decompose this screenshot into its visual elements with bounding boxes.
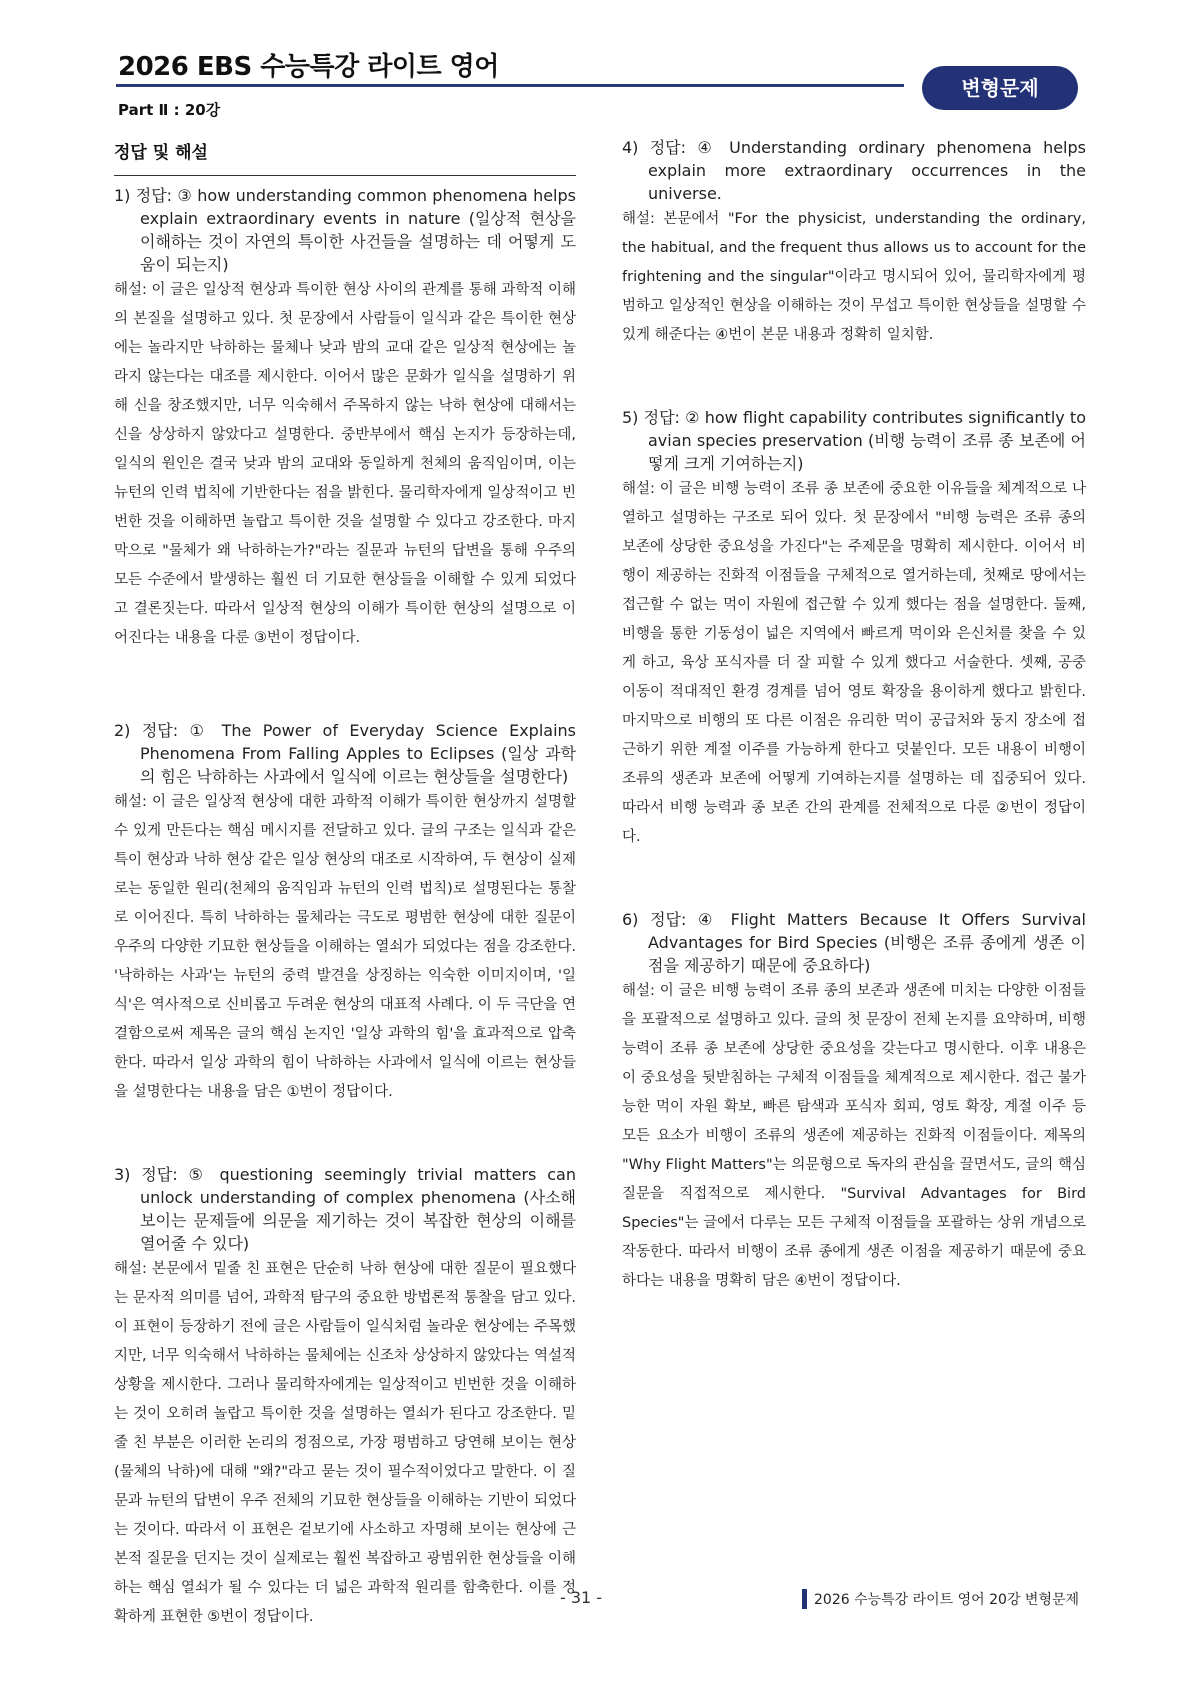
explanation: 해설: 이 글은 일상적 현상에 대한 과학적 이해가 특이한 현상까지 설명할 수 있게 만든다는 핵심 메시지를 전달하고 있다. 글의 구조는 일식과 같은 특이 현상과 낙하 현상 같은 일상 현상의 대조로 시작하여, 두 현상이 실제로는 동일한 원리(천체의 움직임과 뉴턴의 인력 법칙)로 설명된다는 통찰로 이어진다. 특히 낙하하는 물체라는 극도로 평범한 현상에 대한 질문이 우주의 다양한 기묘한 현상들을 이해하는 열쇠가 되었다는 점을 강조한다. '낙하하는 사과'는 뉴턴의 중력 발견을 상징하는 익숙한 이미지이며, '일식'은 역사적으로 신비롭고 두려운 현상의 대표적 사례다. 이 두 극단을 연결함으로써 제목은 글의 핵심 논지인 '일상 과학의 힘'을 효과적으로 압축한다. 따라서 일상 과학의 힘이 낙하하는 사과에서 일식에 이르는 현상들을 설명한다는 내용을 담은 ①번이 정답이다. [114,794,576,1100]
answer-line: 2) 정답: ① The Power of Everyday Science Explains Phenomena From Falling Apples to Eclipses (일상 과학의 힘은 낙하하는 사과에서 일식에 이르는 현상들을 설명한다) [114,721,576,786]
answer-item-6 [622,908,1086,1296]
answer-item-4 [622,136,1086,350]
explanation: 해설: 이 글은 비행 능력이 조류 종 보존에 중요한 이유들을 체계적으로 나열하고 설명하는 구조로 되어 있다. 첫 문장에서 "비행 능력은 조류 종의 보존에 상당한 중요성을 가진다"는 주제문을 명확히 제시한다. 이어서 비행이 제공하는 진화적 이점들을 구체적으로 열거하는데, 첫째로 땅에서는 접근할 수 없는 먹이 자원에 접근할 수 있게 했다는 점을 설명한다. 둘째, 비행을 통한 기동성이 넓은 지역에서 빠르게 먹이와 은신처를 찾을 수 있게 하고, 육상 포식자를 더 잘 피할 수 있게 했다고 서술한다. 셋째, 공중 이동이 적대적인 환경 경계를 넘어 영토 확장을 용이하게 했다고 밝힌다. 마지막으로 비행의 또 다른 이점은 유리한 먹이 공급처와 둥지 장소에 접근하기 위한 계절 이주를 가능하게 한다고 덧붙인다. 모든 내용이 비행이 조류의 생존과 보존에 어떻게 기여하는지를 설명하는 데 집중되어 있다. 따라서 비행 능력과 종 보존 간의 관계를 전체적으로 다룬 ②번이 정답이다. [622,481,1086,845]
right-column [622,136,1086,1296]
explanation: 해설: 이 글은 비행 능력이 조류 종의 보존과 생존에 미치는 다양한 이점들을 포괄적으로 설명하고 있다. 글의 첫 문장이 전체 논지를 요약하며, 비행 능력이 조류 종 보존에 상당한 중요성을 갖는다고 명시한다. 이후 내용은 이 중요성을 뒷받침하는 구체적 이점들을 체계적으로 제시한다. 접근 불가능한 먹이 자원 확보, 빠른 탐색과 포식자 회피, 영토 확장, 계절 이주 등 모든 요소가 비행이 조류의 생존에 제공하는 진화적 이점들이다. 제목의 "Why Flight Matters"는 의문형으로 독자의 관심을 끌면서도, 글의 핵심 질문을 직접적으로 제시한다. "Survival Advantages for Bird Species"는 글에서 다루는 모든 구체적 이점들을 포괄하는 상위 개념으로 작동한다. 따라서 비행이 조류 종에게 생존 이점을 제공하기 때문에 중요하다는 내용을 명확히 담은 ④번이 정답이다. [622,983,1086,1289]
explanation: 해설: 본문에서 "For the physicist, understanding the ordinary, the habitual, and the frequent thus allows us to account for the frightening and the singular"이라고 명시되어 있어, 물리학자에게 평범하고 일상적인 현상을 이해하는 것이 무섭고 특이한 현상들을 설명할 수 있게 해준다는 ④번이 본문 내용과 정확히 일치함. [622,211,1086,343]
answer-line: 1) 정답: ③ how understanding common phenomena helps explain extraordinary events in nature (일상적 현상을 이해하는 것이 자연의 특이한 사건들을 설명하는 데 어떻게 도움이 되는지) [114,186,576,274]
explanation: 해설: 이 글은 일상적 현상과 특이한 현상 사이의 관계를 통해 과학적 이해의 본질을 설명하고 있다. 첫 문장에서 사람들이 일식과 같은 특이한 현상에는 놀라지만 낙하하는 물체나 낮과 밤의 교대 같은 일상적 현상에는 놀라지 않는다는 대조를 제시한다. 이어서 많은 문화가 일식을 설명하기 위해 신을 창조했지만, 너무 익숙해서 주목하지 않는 낙하 현상에 대해서는 신을 상상하지 않았다고 설명한다. 중반부에서 핵심 논지가 등장하는데, 일식의 원인은 결국 낮과 밤의 교대와 동일하게 천체의 움직임이며, 이는 뉴턴의 인력 법칙에 기반한다는 점을 밝힌다. 물리학자에게 일상적이고 빈번한 것을 이해하면 놀랍고 특이한 것을 설명할 수 있다고 강조한다. 마지막으로 "물체가 왜 낙하하는가?"라는 질문과 뉴턴의 답변을 통해 우주의 모든 수준에서 발생하는 훨씬 더 기묘한 현상들을 이해할 수 있게 되었다고 결론짓는다. 따라서 일상적 현상의 이해가 특이한 현상의 설명으로 이어진다는 내용을 다룬 ③번이 정답이다. [114,282,576,646]
page-number: - 31 - [560,1588,603,1607]
left-column [114,138,576,1632]
explanation: 해설: 본문에서 밑줄 친 표현은 단순히 낙하 현상에 대한 질문이 필요했다는 문자적 의미를 넘어, 과학적 탐구의 중요한 방법론적 통찰을 담고 있다. 이 표현이 등장하기 전에 글은 사람들이 일식처럼 놀라운 현상에는 주목했지만, 너무 익숙해서 낙하하는 물체에는 신조차 상상하지 않았다는 역설적 상황을 제시한다. 그러나 물리학자에게는 일상적이고 빈번한 것을 이해하는 것이 오히려 놀랍고 특이한 것을 설명하는 열쇠가 된다고 강조한다. 밑줄 친 부분은 이러한 논리의 정점으로, 가장 평범하고 당연해 보이는 현상(물체의 낙하)에 대해 "왜?"라고 묻는 것이 필수적이었다고 말한다. 이 질문과 뉴턴의 답변이 우주 전체의 기묘한 현상들을 이해하는 기반이 되었다는 것이다. 따라서 이 표현은 겉보기에 사소하고 자명해 보이는 현상에 근본적 질문을 던지는 것이 실제로는 훨씬 복잡하고 광범위한 현상들을 이해하는 핵심 열쇠가 될 수 있다는 더 넓은 과학적 원리를 함축한다. 이를 정확하게 표현한 ⑤번이 정답이다. [114,1261,576,1625]
part-label: Part Ⅱ : 20강 [118,101,221,119]
footer-marker [802,1589,807,1609]
answer-line: 3) 정답: ⑤ questioning seemingly trivial matters can unlock understanding of complex phenomena (사소해 보이는 문제들에 의문을 제기하는 것이 복잡한 현상의 이해를 열어줄 수 있다) [114,1165,576,1253]
document-title: 2026 EBS 수능특강 라이트 영어 [118,52,499,82]
variant-badge: 변형문제 [922,66,1078,110]
answer-line: 4) 정답: ④ Understanding ordinary phenomena helps explain more extraordinary occurrences in the universe. [622,138,1086,203]
answer-item-5 [622,406,1086,852]
answer-line: 6) 정답: ④ Flight Matters Because It Offers Survival Advantages for Bird Species (비행은 조류 종에게 생존 이점을 제공하기 때문에 중요하다) [622,910,1086,975]
answer-item-3 [114,1163,576,1632]
answer-item-2 [114,719,576,1107]
answer-item-1 [114,184,576,653]
footer-title: 2026 수능특강 라이트 영어 20강 변형문제 [814,1592,1080,1608]
header-rule [116,84,904,87]
answer-line: 5) 정답: ② how flight capability contributes significantly to avian species preservation (비행 능력이 조류 종 보존에 어떻게 크게 기여하는지) [622,408,1086,473]
section-title: 정답 및 해설 [114,138,576,176]
